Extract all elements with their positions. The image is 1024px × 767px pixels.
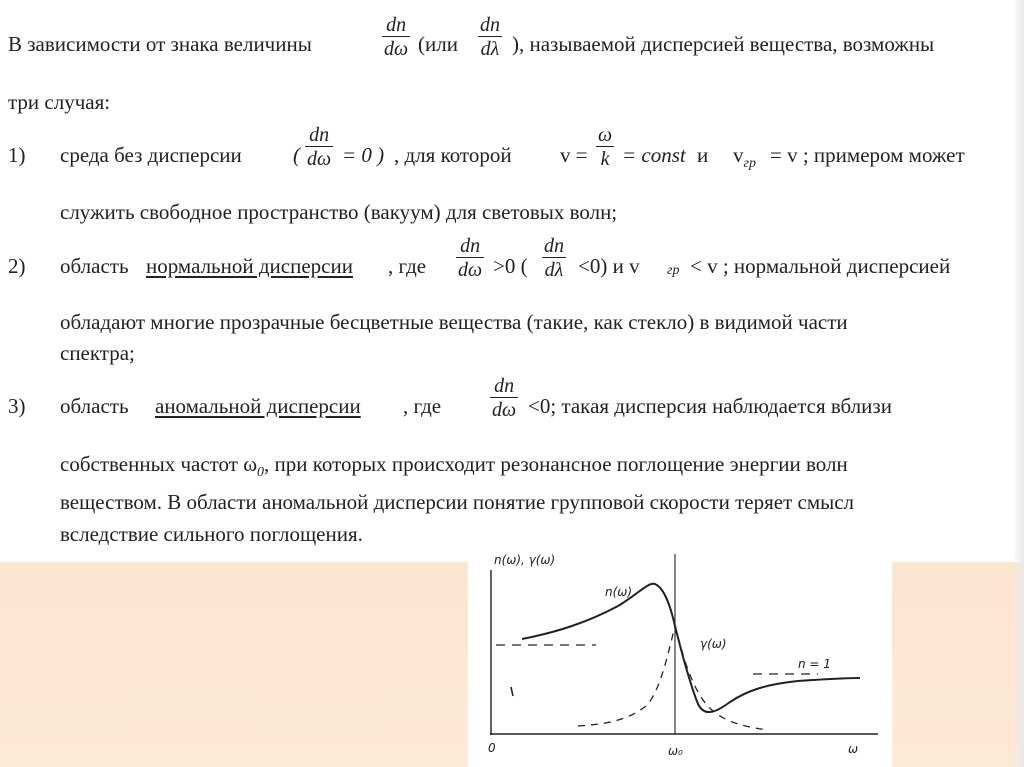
case3-line4: вследствие сильного поглощения. [60, 522, 363, 546]
fraction-dn-dlambda [478, 14, 502, 61]
intro-text-a: В зависимости от знака величины [8, 32, 312, 56]
intro-text-c: ), называемой дисперсией вещества, возможны [512, 32, 935, 56]
case2-text-b: , где [388, 254, 427, 278]
case2-line2: обладают многие прозрачные бесцветные вещества (такие, как стекло) в видимой части [60, 310, 848, 334]
y-axis-label: n(ω), γ(ω) [494, 553, 556, 567]
case1-vgr-eq: = v ; примером может [770, 143, 965, 167]
dispersion-figure [468, 544, 892, 767]
fraction-denominator: dλ [542, 257, 566, 282]
fraction-denominator: k [596, 146, 614, 171]
case2-subscript-gr: гр [667, 263, 680, 278]
fraction-numerator: dn [460, 235, 481, 257]
case2-text-a: область [60, 254, 129, 278]
intro-text-line2: три случая: [8, 90, 111, 114]
case1-vgr [733, 143, 756, 171]
fraction-denominator: dω [492, 399, 517, 421]
case3-fraction [490, 375, 518, 422]
fraction-denominator: dω [307, 148, 332, 170]
fraction-denominator: dω [458, 259, 483, 281]
case1-fraction-v [596, 124, 614, 171]
case1-text-b: , для которой [394, 143, 512, 167]
tick-mark [511, 687, 513, 696]
subscript-gr: гр [743, 156, 756, 171]
subscript-zero: 0 [257, 465, 265, 480]
n-one-label: n = 1 [798, 657, 831, 671]
case3-line2-b: , при которых происходит резонансное поглощение энергии волн [264, 452, 848, 476]
fraction-numerator: dn [544, 235, 564, 257]
case1-paren: ( [293, 143, 300, 167]
case3-lt0: <0; такая дисперсия наблюдается вблизи [528, 394, 892, 418]
gamma-curve-label: γ(ω) [700, 637, 727, 651]
fraction-numerator: ω [598, 124, 613, 146]
fraction-dn-domega [382, 14, 410, 61]
dispersion-graph [468, 544, 892, 767]
case1-eq: = 0 ) [342, 143, 385, 167]
case2-line3: спектра; [60, 341, 135, 365]
case3-number: 3) [8, 394, 26, 418]
case3-line3: веществом. В области аномальной дисперсии понятие групповой скорости теряет смысл [60, 490, 855, 514]
case2-lt0: <0) и v [578, 254, 640, 278]
origin-label: 0 [488, 741, 496, 755]
n-omega-curve [522, 584, 860, 712]
case1-number: 1) [8, 143, 26, 167]
case3-text-a: область [60, 394, 129, 418]
fraction-numerator: dn [494, 375, 515, 397]
velocity-symbol: v [733, 143, 744, 167]
case3-line2-a: собственных частот ω [60, 452, 258, 476]
case1-line2: служить свободное пространство (вакуум) для световых волн; [60, 200, 618, 224]
fraction-numerator: dn [309, 124, 330, 146]
omega0-label: ω₀ [668, 744, 683, 758]
intro-text-b: (или [418, 32, 458, 56]
page-edge-shadow [1012, 0, 1024, 767]
case2-fraction-1 [456, 235, 484, 282]
case2-fraction-2 [542, 235, 566, 282]
case1-v-eq: v = [560, 143, 588, 167]
case2-number: 2) [8, 254, 26, 278]
case1-fraction [305, 124, 333, 171]
case1-const: = const [622, 143, 686, 167]
fraction-denominator: dω [384, 38, 409, 60]
case3-text-b: , где [403, 394, 442, 418]
case2-term-normal-dispersion: нормальной дисперсии [146, 254, 353, 278]
gamma-omega-curve [578, 626, 768, 730]
fraction-numerator: dn [386, 14, 407, 36]
fraction-denominator: dλ [478, 36, 502, 61]
case1-and: и [697, 143, 709, 167]
case3-line2 [60, 452, 848, 480]
fraction-numerator: dn [480, 14, 500, 36]
case2-gt0: >0 ( [493, 254, 528, 278]
n-curve-label: n(ω) [605, 585, 633, 599]
case1-text-a: среда без дисперсии [60, 143, 242, 167]
x-axis-label: ω [848, 742, 859, 756]
case2-vgr-rest: < v ; нормальной дисперсией [690, 254, 951, 278]
case3-term-anomalous-dispersion: аномальной дисперсии [155, 394, 361, 418]
